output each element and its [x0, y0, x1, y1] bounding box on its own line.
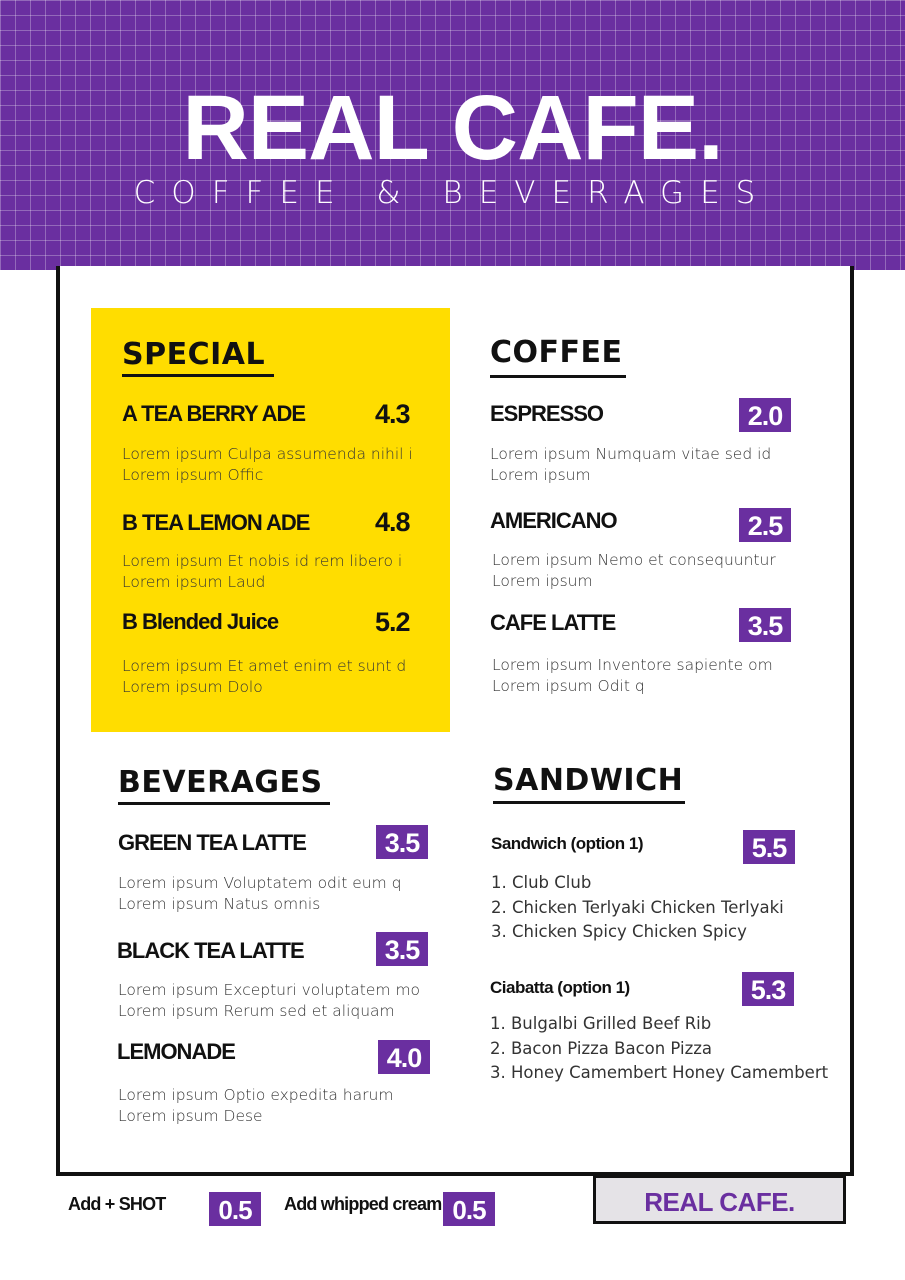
sandwich-item-name: Ciabatta (option 1) [490, 978, 630, 997]
addon-label: Add + SHOT [68, 1194, 166, 1214]
coffee-item-price: 2.0 [739, 398, 791, 432]
addon-price: 0.5 [443, 1192, 495, 1226]
special-item-price: 4.3 [375, 399, 410, 429]
coffee-item-name: ESPRESSO [490, 401, 604, 426]
special-item-name: B Blended Juice [122, 609, 279, 634]
coffee-item-desc: Lorem ipsum [490, 466, 591, 484]
coffee-item-price: 2.5 [739, 508, 791, 542]
list-item: 3. Chicken Spicy Chicken Spicy [491, 922, 747, 941]
ciabatta-option-list [490, 1012, 828, 1086]
special-item-desc: Lorem ipsum Dolo [122, 678, 263, 696]
special-item-desc: Lorem ipsum Offic [122, 466, 264, 484]
list-item: 2. Bacon Pizza Bacon Pizza [490, 1038, 713, 1058]
beverages-item-desc: Lorem ipsum Optio expedita harum [118, 1086, 394, 1104]
beverages-item-desc: Lorem ipsum Voluptatem odit eum q [118, 874, 402, 892]
sandwich-title: SANDWICH [493, 763, 684, 798]
beverages-item-desc: Lorem ipsum Natus omnis [118, 895, 321, 913]
menu-subtitle: COFFEE & BEVERAGES [133, 175, 772, 211]
beverages-item-name: GREEN TEA LATTE [118, 830, 306, 855]
addon-label: Add whipped cream [284, 1194, 442, 1214]
coffee-item-desc: Lorem ipsum Odit q [492, 677, 645, 695]
coffee-title-underline [490, 375, 626, 378]
coffee-item-desc: Lorem ipsum Nemo et consequuntur [492, 551, 776, 569]
beverages-item-desc: Lorem ipsum Dese [118, 1107, 263, 1125]
beverages-item-price: 3.5 [376, 825, 428, 859]
coffee-title: COFFEE [490, 335, 623, 370]
sandwich-item-price: 5.5 [743, 830, 795, 864]
special-item-name: A TEA BERRY ADE [122, 401, 306, 426]
list-item: 2. Chicken Terlyaki Chicken Terlyaki [491, 897, 784, 917]
beverages-title: BEVERAGES [118, 765, 323, 800]
coffee-item-name: AMERICANO [490, 508, 617, 533]
special-title-underline [122, 374, 274, 377]
special-item-desc: Lorem ipsum Et nobis id rem libero i [122, 552, 403, 570]
coffee-item-desc: Lorem ipsum Numquam vitae sed id [490, 445, 772, 463]
special-item-desc: Lorem ipsum Culpa assumenda nihil i [122, 445, 413, 463]
special-item-price: 4.8 [375, 507, 410, 537]
header-banner [0, 0, 905, 270]
special-item-name: B TEA LEMON ADE [122, 510, 310, 535]
sandwich-item-price: 5.3 [742, 972, 794, 1006]
brand-footer-logo: REAL CAFE. [644, 1187, 795, 1217]
list-item: 3. Honey Camembert Honey Camembert [490, 1063, 829, 1082]
menu-title: REAL CAFE. [182, 77, 723, 179]
list-item: 1. Club Club [491, 873, 592, 892]
special-title: SPECIAL [122, 337, 266, 372]
coffee-item-desc: Lorem ipsum Inventore sapiente om [492, 656, 773, 674]
beverages-item-price: 3.5 [376, 932, 428, 966]
beverages-item-desc: Lorem ipsum Rerum sed et aliquam [118, 1002, 395, 1020]
beverages-title-underline [118, 802, 330, 805]
sandwich-item-name: Sandwich (option 1) [491, 834, 643, 853]
coffee-item-desc: Lorem ipsum [492, 572, 593, 590]
list-item: 1. Bulgalbi Grilled Beef Rib [490, 1014, 712, 1033]
coffee-item-name: CAFE LATTE [490, 610, 616, 635]
beverages-item-name: BLACK TEA LATTE [117, 938, 304, 963]
beverages-item-price: 4.0 [378, 1040, 430, 1074]
beverages-item-name: LEMONADE [117, 1039, 235, 1064]
beverages-item-desc: Lorem ipsum Excepturi voluptatem mo [118, 981, 421, 999]
special-item-desc: Lorem ipsum Laud [122, 573, 266, 591]
sandwich-option-list [491, 871, 784, 945]
coffee-item-price: 3.5 [739, 608, 791, 642]
addon-price: 0.5 [209, 1192, 261, 1226]
special-item-desc: Lorem ipsum Et amet enim et sunt d [122, 657, 407, 675]
special-item-price: 5.2 [375, 607, 410, 637]
sandwich-title-underline [493, 801, 685, 804]
brand-footer-box [593, 1175, 846, 1224]
